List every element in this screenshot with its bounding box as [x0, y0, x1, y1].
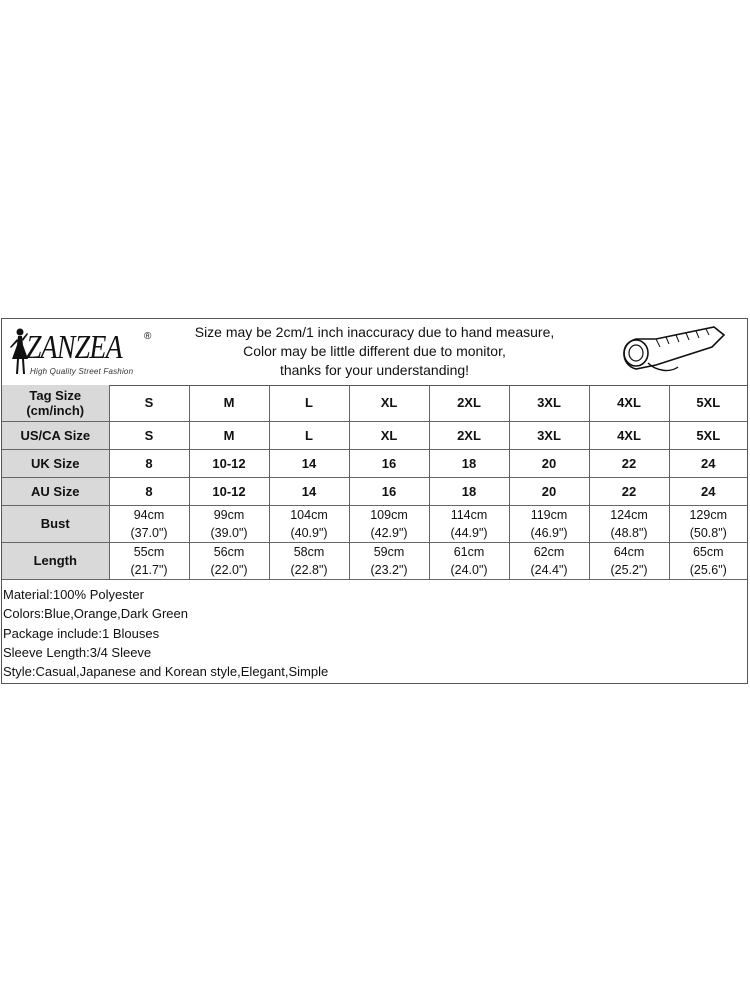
row-label-line: US/CA Size: [20, 427, 91, 443]
table-cell: 16: [349, 449, 429, 477]
table-cell: 10-12: [189, 449, 269, 477]
table-cell: 8: [109, 477, 189, 505]
table-cell: 20: [509, 449, 589, 477]
detail-sleeve: Sleeve Length:3/4 Sleeve: [3, 644, 152, 660]
cell-line: 56cm: [213, 544, 245, 559]
table-cell: [509, 542, 589, 579]
table-cell: 5XL: [669, 421, 747, 449]
size-table: [2, 385, 747, 580]
cell-line: 129cm: [689, 507, 728, 522]
cell-line: (21.7"): [130, 562, 168, 577]
row-label-line: Bust: [40, 516, 70, 531]
table-cell: 14: [269, 449, 349, 477]
cell-line: 64cm: [613, 544, 645, 559]
cell-line: 109cm: [370, 507, 408, 522]
row-label: [2, 542, 109, 579]
table-cell: [269, 542, 349, 579]
table-cell: 4XL: [589, 421, 669, 449]
table-cell: XL: [349, 421, 429, 449]
table-cell: L: [269, 385, 349, 421]
table-cell: 2XL: [429, 421, 509, 449]
table-row: [2, 385, 747, 421]
cell-line: (24.4"): [530, 562, 568, 577]
cell-line: 61cm: [453, 544, 485, 559]
table-cell: 3XL: [509, 385, 589, 421]
cell-line: 62cm: [533, 544, 565, 559]
table-cell: [589, 505, 669, 542]
table-cell: 24: [669, 449, 747, 477]
row-label: [2, 477, 109, 505]
cell-line: (22.8"): [290, 562, 328, 577]
registered-mark: ®: [144, 331, 152, 342]
measuring-tape-icon: [616, 325, 728, 379]
cell-line: (23.2"): [370, 562, 408, 577]
brand-logo: [6, 325, 166, 381]
row-label: [2, 421, 109, 449]
table-cell: [349, 542, 429, 579]
cell-line: (24.0"): [450, 562, 488, 577]
brand-tagline: High Quality Street Fashion: [30, 367, 134, 376]
cell-line: (40.9"): [290, 525, 328, 540]
cell-line: 94cm: [133, 507, 165, 522]
table-cell: [509, 505, 589, 542]
cell-line: 104cm: [290, 507, 328, 522]
table-cell: [669, 542, 747, 579]
table-cell: [109, 505, 189, 542]
row-label-line: Length: [33, 553, 77, 568]
table-cell: M: [189, 385, 269, 421]
table-row: [2, 421, 747, 449]
detail-package: Package include:1 Blouses: [3, 625, 160, 641]
table-row: [2, 477, 747, 505]
table-cell: 14: [269, 477, 349, 505]
row-label-line: Tag Size: [29, 387, 82, 403]
detail-style: Style:Casual,Japanese and Korean style,Elegant,Simple: [3, 664, 329, 680]
size-chart: [1, 318, 748, 684]
cell-line: (46.9"): [530, 525, 568, 540]
table-cell: 24: [669, 477, 747, 505]
table-cell: XL: [349, 385, 429, 421]
cell-line: (39.0"): [210, 525, 248, 540]
table-cell: S: [109, 421, 189, 449]
row-label: [2, 505, 109, 542]
row-label-line: (cm/inch): [26, 402, 85, 418]
cell-line: 119cm: [530, 507, 568, 522]
cell-line: (50.8"): [689, 525, 727, 540]
cell-line: 55cm: [133, 544, 165, 559]
table-cell: [429, 505, 509, 542]
detail-colors: Colors:Blue,Orange,Dark Green: [3, 606, 188, 622]
table-cell: 18: [429, 477, 509, 505]
table-cell: 4XL: [589, 385, 669, 421]
table-cell: 3XL: [509, 421, 589, 449]
brand-name: ZANZEA: [26, 329, 122, 366]
cell-line: 114cm: [450, 507, 488, 522]
table-cell: 5XL: [669, 385, 747, 421]
table-row: [2, 542, 747, 579]
chart-header: [2, 319, 747, 386]
cell-line: 99cm: [213, 507, 245, 522]
cell-line: (42.9"): [370, 525, 408, 540]
cell-line: (37.0"): [130, 525, 168, 540]
table-cell: [269, 505, 349, 542]
notice-line: Size may be 2cm/1 inch inaccuracy due to hand measure,: [194, 324, 555, 340]
table-cell: 2XL: [429, 385, 509, 421]
table-row: [2, 505, 747, 542]
detail-material: Material:100% Polyester: [3, 587, 144, 602]
cell-line: 58cm: [293, 544, 325, 559]
table-cell: 20: [509, 477, 589, 505]
cell-line: 59cm: [373, 544, 405, 559]
cell-line: 65cm: [692, 544, 724, 559]
table-cell: [429, 542, 509, 579]
table-cell: [669, 505, 747, 542]
table-cell: [589, 542, 669, 579]
table-cell: 22: [589, 477, 669, 505]
table-cell: 16: [349, 477, 429, 505]
notice-line: Color may be little different due to monitor,: [243, 343, 506, 359]
table-row: [2, 449, 747, 477]
notice-line: thanks for your understanding!: [279, 362, 470, 378]
table-cell: 18: [429, 449, 509, 477]
table-cell: [189, 505, 269, 542]
table-cell: [349, 505, 429, 542]
table-cell: 22: [589, 449, 669, 477]
measurement-notice: [172, 323, 577, 380]
table-cell: 8: [109, 449, 189, 477]
cell-line: 124cm: [610, 507, 648, 522]
table-cell: [189, 542, 269, 579]
table-cell: S: [109, 385, 189, 421]
cell-line: (25.2"): [610, 562, 648, 577]
table-cell: [109, 542, 189, 579]
row-label-line: UK Size: [31, 455, 80, 471]
cell-line: (44.9"): [450, 525, 488, 540]
row-label-line: AU Size: [31, 483, 80, 499]
table-cell: M: [189, 421, 269, 449]
row-label: [2, 449, 109, 477]
cell-line: (22.0"): [210, 562, 248, 577]
table-cell: L: [269, 421, 349, 449]
product-details: [3, 585, 328, 681]
cell-line: (48.8"): [610, 525, 648, 540]
cell-line: (25.6"): [689, 562, 727, 577]
row-label: [2, 385, 109, 421]
table-cell: 10-12: [189, 477, 269, 505]
